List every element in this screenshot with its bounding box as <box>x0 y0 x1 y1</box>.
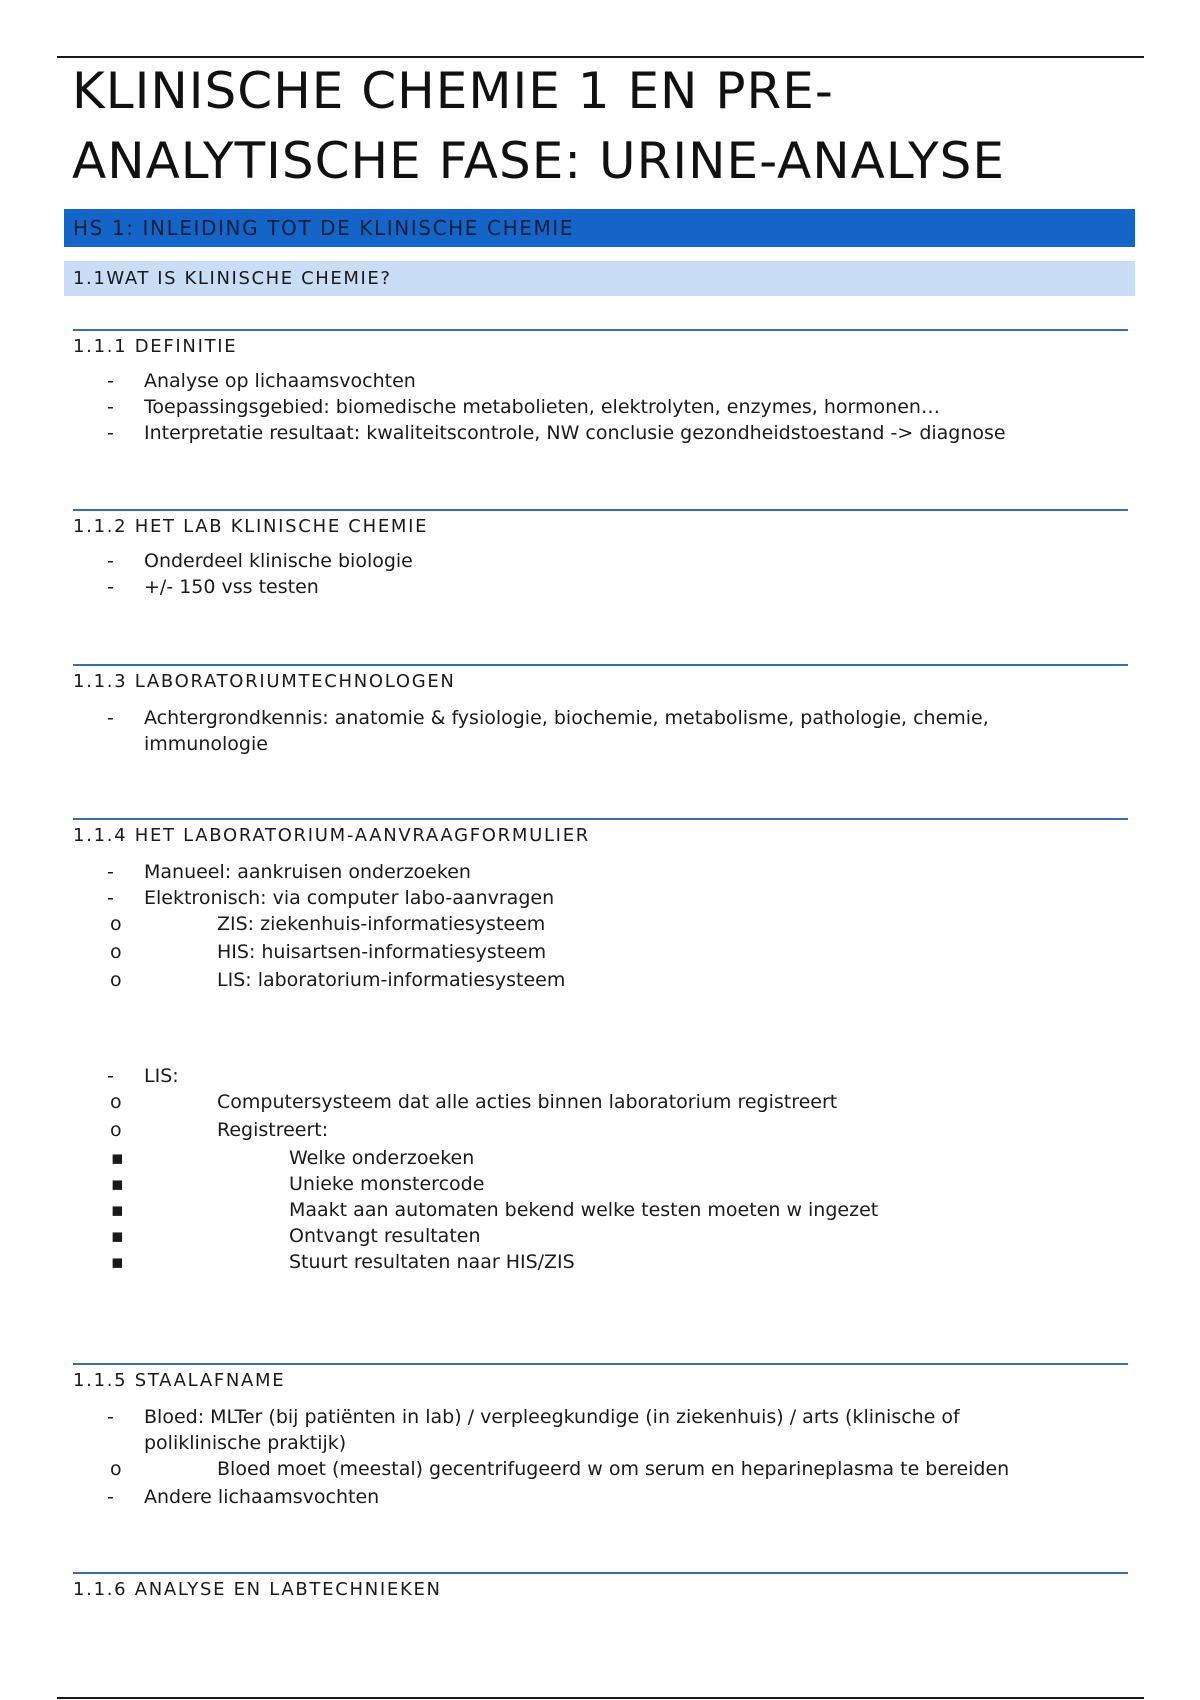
bullet-list <box>73 1404 1128 1456</box>
sub-list-item: o Computersysteem dat alle acties binnen laboratorium registreert <box>73 1089 1128 1115</box>
sub-list <box>73 1089 1128 1275</box>
bottom-rule <box>57 1697 1144 1699</box>
bullet-list <box>73 548 1128 600</box>
list-item <box>73 1063 1128 1275</box>
section-heading: 1.1.6 ANALYSE EN LABTECHNIEKEN <box>73 1579 442 1600</box>
bullet-list <box>73 368 1128 446</box>
section-lab <box>73 509 1128 600</box>
section-analyse <box>73 1572 1128 1601</box>
sub-list-item: o ZIS: ziekenhuis-informatiesysteem <box>73 911 1128 937</box>
title-line-2: ANALYTISCHE FASE: URINE-ANALYSE <box>72 132 1005 190</box>
section-aanvraagformulier <box>73 818 1128 1275</box>
list-item: - Interpretatie resultaat: kwaliteitscontrole, NW conclusie gezondheidstoestand -> diagnose <box>73 420 1128 446</box>
subchapter-heading: 1.1WAT IS KLINISCHE CHEMIE? <box>64 261 1135 296</box>
section-heading: 1.1.1 DEFINITIE <box>73 336 238 357</box>
sub-list-item: o Bloed moet (meestal) gecentrifugeerd w om serum en heparineplasma te bereiden <box>73 1456 1128 1482</box>
list-item: - Andere lichaamsvochten <box>73 1484 1128 1510</box>
section-laboratoriumtechnologen <box>73 664 1128 757</box>
bullet-list <box>73 1484 1128 1510</box>
section-heading: 1.1.3 LABORATORIUMTECHNOLOGEN <box>73 671 456 692</box>
section-definitie <box>73 329 1128 446</box>
sub-sub-list-item: ▪ Unieke monstercode <box>73 1171 1128 1197</box>
section-heading: 1.1.5 STAALAFNAME <box>73 1370 286 1391</box>
sub-sub-list-item: ▪ Welke onderzoeken <box>73 1145 1128 1171</box>
list-item: - Analyse op lichaamsvochten <box>73 368 1128 394</box>
sub-list <box>73 1456 1128 1482</box>
sub-sub-list-item: ▪ Ontvangt resultaten <box>73 1223 1128 1249</box>
sub-list-item: o LIS: laboratorium-informatiesysteem <box>73 967 1128 993</box>
list-item-text: Bloed: MLTer (bij patiënten in lab) / verpleegkundige (in ziekenhuis) / arts (klinische of poliklinische praktijk) <box>144 1406 960 1454</box>
sub-sub-list-item: ▪ Maakt aan automaten bekend welke testen moeten w ingezet <box>73 1197 1128 1223</box>
title-line-1: KLINISCHE CHEMIE 1 EN PRE- <box>72 62 834 120</box>
list-item: - Manueel: aankruisen onderzoeken <box>73 859 1128 885</box>
chapter-heading: HS 1: INLEIDING TOT DE KLINISCHE CHEMIE <box>64 209 1135 247</box>
list-item: - Achtergrondkennis: anatomie & fysiologie, biochemie, metabolisme, pathologie, chemie, immunologie <box>73 705 1128 757</box>
list-item: - +/- 150 vss testen <box>73 574 1128 600</box>
sub-list-item: o HIS: huisartsen-informatiesysteem <box>73 939 1128 965</box>
sub-list <box>73 911 1128 993</box>
list-item <box>73 1404 1128 1456</box>
sub-sub-list <box>73 1145 1128 1275</box>
sub-list-item <box>73 1117 1128 1275</box>
list-item-text: LIS: <box>144 1065 179 1087</box>
bullet-list <box>73 859 1128 1275</box>
document-title <box>72 56 1132 196</box>
section-heading: 1.1.2 HET LAB KLINISCHE CHEMIE <box>73 516 429 537</box>
sub-list-item-text: Registreert: <box>217 1119 329 1141</box>
section-staalafname <box>73 1363 1128 1510</box>
list-item-text: Elektronisch: via computer labo-aanvragen <box>144 887 555 909</box>
sub-sub-list-item: ▪ Stuurt resultaten naar HIS/ZIS <box>73 1249 1128 1275</box>
list-item <box>73 885 1128 993</box>
section-heading: 1.1.4 HET LABORATORIUM-AANVRAAGFORMULIER <box>73 825 590 846</box>
list-item: - Toepassingsgebied: biomedische metabolieten, elektrolyten, enzymes, hormonen… <box>73 394 1128 420</box>
bullet-list <box>73 705 1128 757</box>
list-item: - Onderdeel klinische biologie <box>73 548 1128 574</box>
